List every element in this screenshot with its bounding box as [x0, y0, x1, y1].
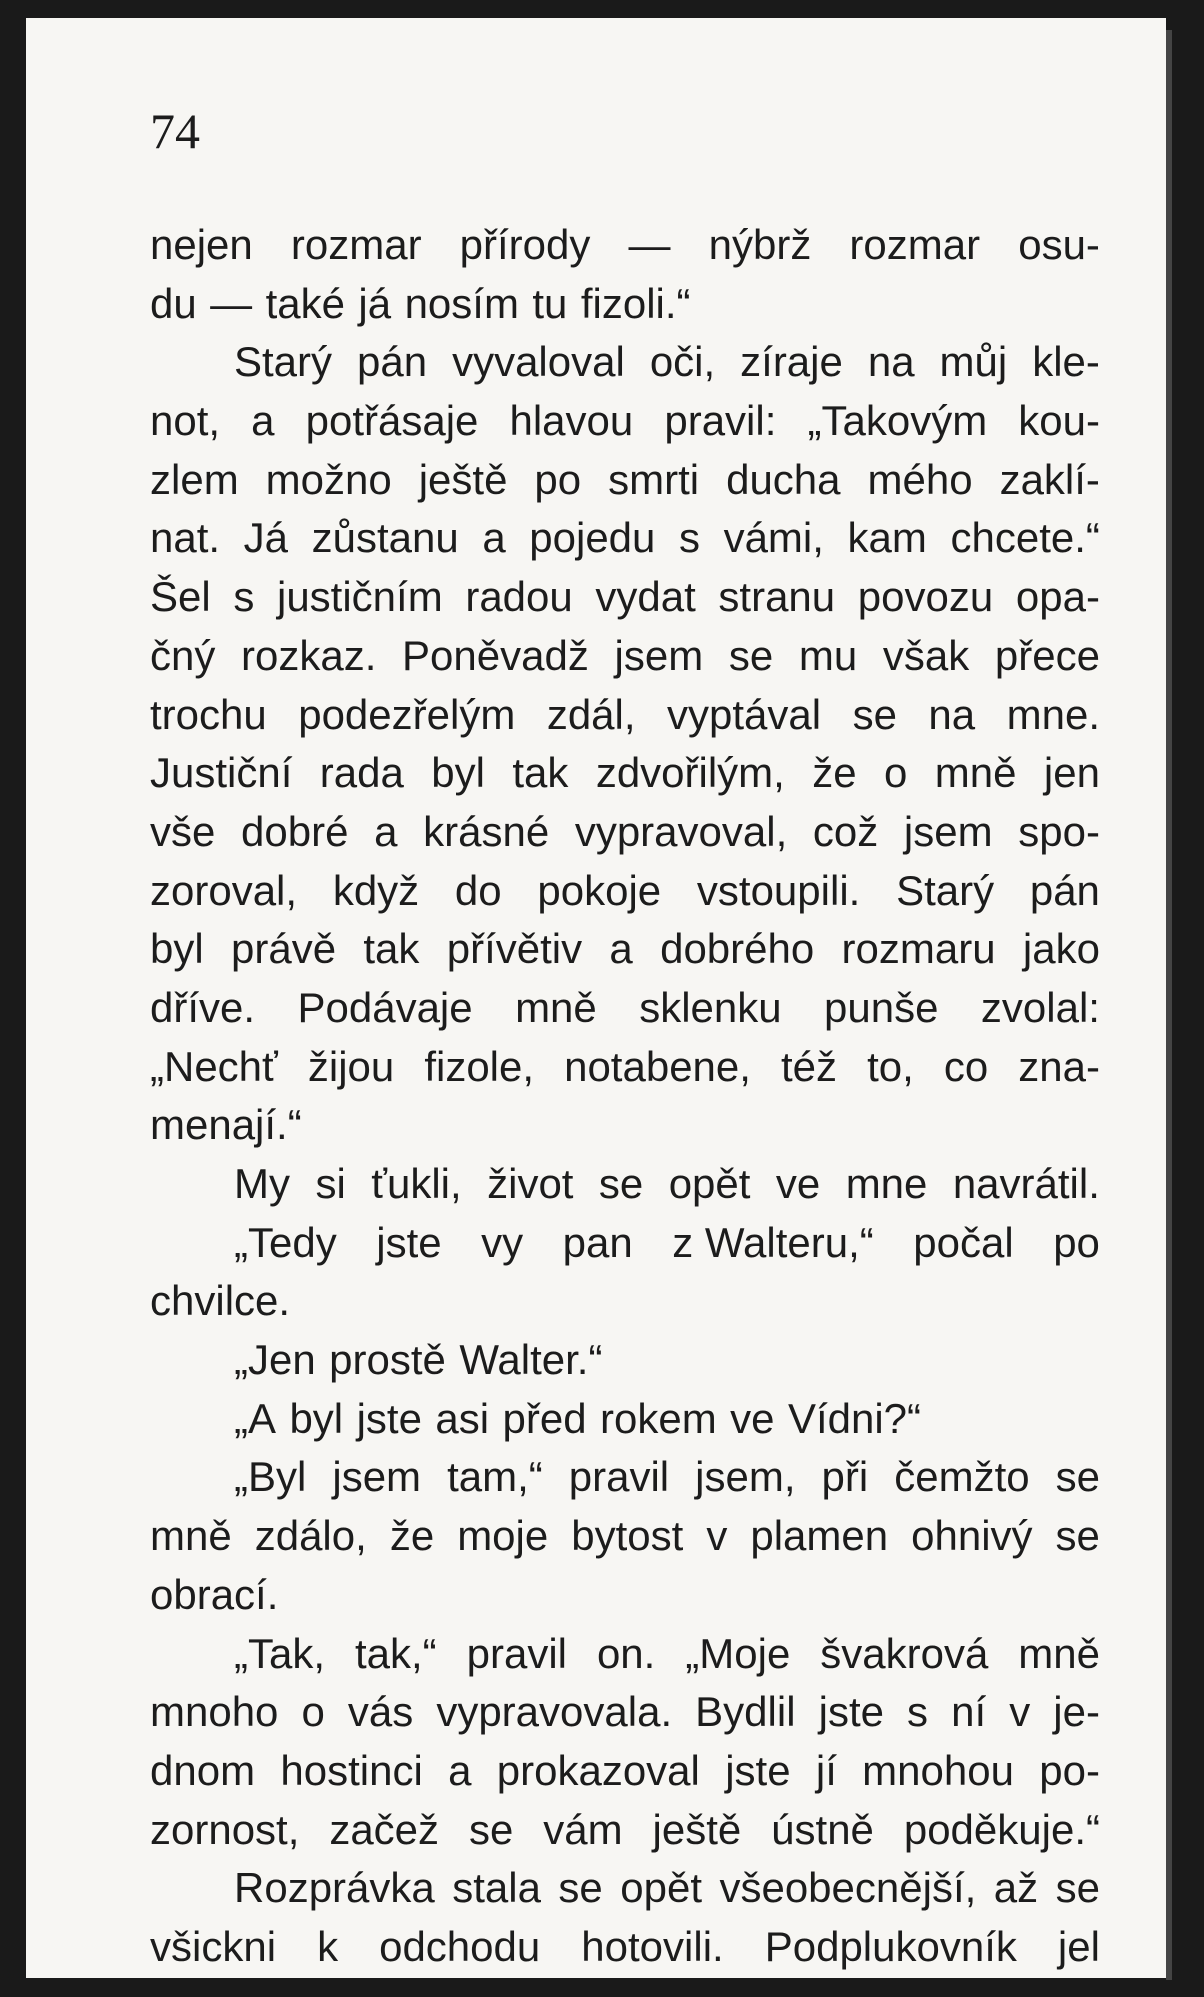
text-line	[150, 1801, 1100, 1860]
text-line	[150, 862, 1100, 921]
word: po-	[1039, 1746, 1100, 1794]
text-line	[150, 803, 1100, 862]
word: menají.“	[150, 1101, 302, 1149]
word: přírody	[459, 221, 591, 268]
word: také	[265, 279, 345, 327]
word: ducha	[726, 455, 841, 503]
text-line	[150, 1566, 1100, 1625]
word: mne.	[1006, 690, 1100, 738]
word: ve	[775, 1160, 821, 1207]
word: život	[487, 1160, 574, 1207]
word: pokoje	[537, 866, 662, 914]
word: to,	[867, 1042, 914, 1090]
word: a	[482, 514, 506, 562]
word: se	[1055, 1453, 1100, 1501]
word: o	[884, 749, 908, 797]
word: moje	[457, 1512, 549, 1560]
word: zdál,	[546, 690, 636, 738]
word: mne	[845, 1160, 928, 1207]
word: zdvořilým,	[595, 749, 785, 797]
text-line	[150, 1918, 1100, 1977]
word: jako	[1022, 925, 1100, 973]
word: jsem	[614, 631, 704, 679]
word: spo-	[1018, 807, 1100, 855]
word: byl	[150, 925, 204, 973]
word: trochu	[150, 690, 267, 738]
word: notabene,	[564, 1042, 751, 1090]
word: v	[1009, 1688, 1031, 1736]
word: stala	[452, 1864, 541, 1912]
word: po	[534, 455, 582, 503]
word: hlavou	[509, 397, 634, 445]
word: se	[1055, 1864, 1100, 1912]
text-line	[150, 333, 1100, 392]
book-page	[26, 18, 1166, 1978]
word: „Takovým	[807, 397, 988, 445]
word: potřásaje	[305, 397, 479, 445]
word: „Moje	[685, 1629, 791, 1677]
word: však	[882, 631, 970, 679]
word: v	[706, 1512, 728, 1560]
word: rozmaru	[841, 925, 996, 973]
text-line	[150, 1625, 1100, 1684]
word: „Tak,	[234, 1629, 326, 1677]
word: kle-	[1032, 338, 1100, 386]
word: Podplukovník	[764, 1922, 1017, 1970]
word: já	[358, 279, 392, 327]
word: až	[993, 1864, 1039, 1912]
word: rozmar	[290, 221, 422, 268]
text-line	[150, 216, 1100, 275]
word: vypravoval,	[574, 807, 788, 855]
word: vás	[347, 1688, 414, 1736]
text-line	[150, 1155, 1100, 1214]
text-line	[150, 979, 1100, 1038]
word: zíraje	[740, 338, 843, 386]
text-line	[150, 1448, 1100, 1507]
word: tak	[512, 749, 569, 797]
word: mnoho	[150, 1688, 279, 1736]
word: možno	[265, 455, 392, 503]
page-number: 74	[150, 103, 200, 159]
word: jste	[725, 1746, 791, 1794]
word: z Walteru,“	[672, 1218, 874, 1266]
word: do	[454, 866, 502, 914]
text-line	[150, 509, 1100, 568]
word: jel	[1057, 1922, 1100, 1970]
word: osu-	[1018, 221, 1100, 268]
word: ještě	[418, 455, 508, 503]
word: což	[812, 807, 879, 855]
word: du	[150, 279, 197, 327]
text-line	[150, 392, 1100, 451]
word: Šel	[150, 573, 211, 621]
word: pán	[1029, 866, 1100, 914]
word: s	[678, 514, 700, 562]
word: pravil	[466, 1629, 567, 1677]
word: nejen	[150, 221, 253, 268]
word: vše	[150, 807, 216, 855]
word: jste	[818, 1688, 884, 1736]
word: nat.	[150, 514, 221, 562]
word: „Tedy	[234, 1218, 337, 1266]
word: a	[251, 397, 275, 445]
word: rokem	[600, 1394, 717, 1442]
word: rozkaz.	[241, 631, 377, 679]
word: chcete.“	[950, 514, 1100, 562]
word: sklenku	[639, 983, 782, 1031]
word: Podávaje	[297, 983, 473, 1031]
word: s	[233, 573, 255, 621]
text-line	[150, 1507, 1100, 1566]
word: prostě	[329, 1336, 446, 1384]
word: nosím	[404, 279, 519, 327]
word: My	[234, 1160, 290, 1207]
word: a	[374, 807, 398, 855]
word: jsem	[903, 807, 993, 855]
text-line	[150, 1390, 1100, 1449]
word: švakrová	[820, 1629, 989, 1677]
word: odchodu	[379, 1922, 541, 1970]
word: a	[448, 1746, 472, 1794]
page-edge-shadow	[1166, 30, 1172, 1980]
word: dříve.	[150, 983, 256, 1031]
word: zoroval,	[150, 866, 298, 914]
word: „Nechť	[150, 1042, 278, 1090]
text-line	[150, 275, 1100, 334]
word: radou	[465, 573, 573, 621]
word: vámi,	[723, 514, 824, 562]
word: —	[628, 221, 671, 268]
word: vypravovala.	[436, 1688, 673, 1736]
word: mého	[867, 455, 973, 503]
word: zaklí-	[999, 455, 1100, 503]
word: dobré	[241, 807, 349, 855]
word: jste	[356, 1394, 422, 1442]
word: oči,	[649, 338, 716, 386]
word: vydat	[595, 573, 696, 621]
word: vyptával	[667, 690, 822, 738]
word: not,	[150, 397, 221, 445]
word: tak,“	[354, 1629, 437, 1677]
word: dnom	[150, 1746, 256, 1794]
word: jsem	[332, 1453, 422, 1501]
word: Bydlil	[695, 1688, 796, 1736]
word: „Jen	[234, 1336, 316, 1384]
word: s	[907, 1688, 929, 1736]
text-line	[150, 1331, 1100, 1390]
word: na	[928, 690, 976, 738]
word: smrti	[608, 455, 700, 503]
word: se	[468, 1805, 514, 1853]
word: prokazoval	[496, 1746, 700, 1794]
word: rozmar	[849, 221, 981, 268]
word: opět	[668, 1160, 751, 1207]
word: krásné	[423, 807, 550, 855]
text-line	[150, 1038, 1100, 1097]
word: o	[301, 1688, 325, 1736]
word: justičním	[276, 573, 443, 621]
word: k	[317, 1922, 339, 1970]
body-text	[150, 216, 1100, 1977]
word: hostinci	[280, 1746, 423, 1794]
word: čemžto	[894, 1453, 1030, 1501]
word: jsem,	[695, 1453, 796, 1501]
word: fizoli.“	[580, 279, 691, 327]
word: jí	[815, 1746, 837, 1794]
text-line	[150, 920, 1100, 979]
word: mně	[934, 749, 1017, 797]
word: tu	[532, 279, 568, 327]
text-line	[150, 744, 1100, 803]
word: je-	[1053, 1688, 1100, 1736]
text-line	[150, 568, 1100, 627]
word: obrací.	[150, 1570, 279, 1618]
word: zornost,	[150, 1805, 300, 1853]
word: asi	[435, 1394, 490, 1442]
word: vyvaloval	[452, 338, 625, 386]
word: při	[821, 1453, 869, 1501]
text-line	[150, 451, 1100, 510]
word: ní	[951, 1688, 987, 1736]
word: a	[609, 925, 633, 973]
word: fizole,	[424, 1042, 535, 1090]
word: vy	[481, 1218, 524, 1266]
word: počal	[913, 1218, 1014, 1266]
text-line	[150, 1272, 1100, 1331]
word: všeobecnější,	[719, 1864, 977, 1912]
word: „A	[234, 1394, 276, 1442]
text-line	[150, 1683, 1100, 1742]
text-line	[150, 627, 1100, 686]
word: žijou	[307, 1042, 395, 1090]
word: čný	[150, 631, 216, 679]
word: ve	[730, 1394, 775, 1442]
word: Starý	[234, 338, 333, 386]
word: mně	[1018, 1629, 1100, 1677]
word: ústně	[771, 1805, 874, 1853]
word: poděkuje.“	[903, 1805, 1100, 1853]
word: právě	[231, 925, 337, 973]
word: se	[598, 1160, 644, 1207]
text-line	[150, 1859, 1100, 1918]
word: můj	[939, 338, 1008, 386]
word: podezřelým	[298, 690, 516, 738]
word: ohnivý	[911, 1512, 1033, 1560]
word: —	[210, 279, 253, 327]
word: zůstanu	[311, 514, 459, 562]
word: opět	[620, 1864, 702, 1912]
word: byl	[431, 749, 485, 797]
word: byl	[289, 1394, 344, 1442]
word: se	[558, 1864, 603, 1912]
word: zna-	[1018, 1042, 1100, 1090]
text-line	[150, 1214, 1100, 1273]
word: opa-	[1015, 573, 1100, 621]
word: tak	[363, 925, 420, 973]
word: přívětiv	[446, 925, 583, 973]
word: hotovili.	[581, 1922, 724, 1970]
word: pravil:	[664, 397, 777, 445]
text-line	[150, 1742, 1100, 1801]
word: tam,“	[447, 1453, 543, 1501]
word: plamen	[750, 1512, 889, 1560]
word: Justiční	[150, 749, 293, 797]
word: se	[728, 631, 774, 679]
word: Rozprávka	[234, 1864, 435, 1912]
word: navrátil.	[952, 1160, 1100, 1207]
word: když	[332, 866, 420, 914]
word: přece	[994, 631, 1100, 679]
word: mu	[798, 631, 858, 679]
word: Vídni?“	[787, 1394, 922, 1442]
word: zlem	[150, 455, 239, 503]
word: mně	[150, 1512, 232, 1560]
word: povozu	[857, 573, 994, 621]
word: stranu	[718, 573, 836, 621]
text-line	[150, 686, 1100, 745]
word: jste	[376, 1218, 442, 1266]
word: Poněvadž	[402, 631, 589, 679]
word: nýbrž	[708, 221, 812, 268]
word: co	[943, 1042, 989, 1090]
word: že	[812, 749, 857, 797]
word: mně	[515, 983, 597, 1031]
word: Walter.“	[459, 1336, 603, 1384]
word: ještě	[652, 1805, 742, 1853]
word: Já	[243, 514, 289, 562]
word: si	[315, 1160, 346, 1207]
word: na	[867, 338, 915, 386]
word: všickni	[150, 1922, 277, 1970]
word: mnohou	[862, 1746, 1014, 1794]
word: též	[781, 1042, 838, 1090]
word: že	[389, 1512, 435, 1560]
word: po	[1053, 1218, 1100, 1266]
word: vám	[543, 1805, 623, 1853]
word: jen	[1043, 749, 1100, 797]
word: před	[502, 1394, 587, 1442]
word: pan	[562, 1218, 633, 1266]
word: vstoupili.	[696, 866, 861, 914]
word: on.	[596, 1629, 656, 1677]
word: zdálo,	[254, 1512, 367, 1560]
word: pán	[357, 338, 428, 386]
text-line	[150, 1096, 1100, 1155]
word: začež	[329, 1805, 440, 1853]
word: Starý	[896, 866, 995, 914]
word: kam	[847, 514, 927, 562]
word: pravil	[568, 1453, 670, 1501]
word: dobrého	[660, 925, 815, 973]
word: bytost	[571, 1512, 684, 1560]
word: „Byl	[234, 1453, 307, 1501]
word: punše	[824, 983, 939, 1031]
word: chvilce.	[150, 1277, 291, 1325]
word: pojedu	[529, 514, 656, 562]
word: rada	[319, 749, 404, 797]
word: se	[852, 690, 897, 738]
word: kou-	[1018, 397, 1100, 445]
word: zvolal:	[980, 983, 1100, 1031]
word: ťukli,	[371, 1160, 462, 1207]
word: se	[1055, 1512, 1100, 1560]
